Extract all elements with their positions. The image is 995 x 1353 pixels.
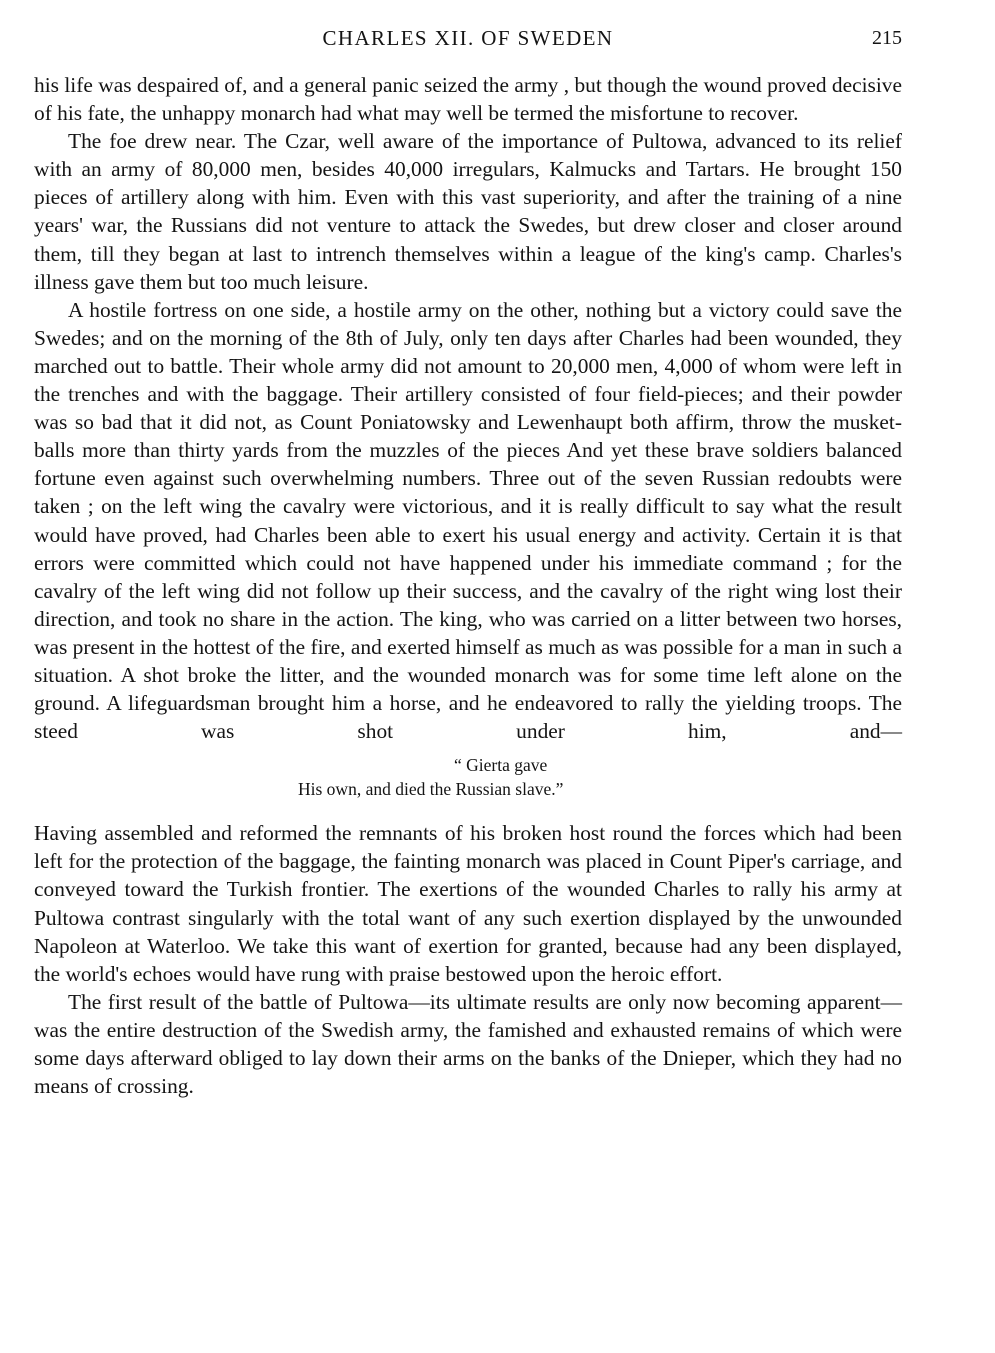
verse-line-1: “ Gierta gave [454, 755, 548, 776]
paragraph-battle: A hostile fortress on one side, a hostile army on the other, nothing but a victory could save the Swedes; and on the morning of the 8th of July, only ten days after Charles had been wounded, they marched out to battle. Their whole army did not amount to 20,000 men, 4,000 of whom were left in the trenches and with the baggage. Their artillery consisted of four field-pieces; and their powder was so bad that it did not, as Count Poniatowsky and Lewenhaupt both affirm, throw the musket-balls more than thirty yards from the muzzles of the pieces And yet these brave soldiers balanced fortune even against such overwhelming numbers. Three out of the seven Russian redoubts were taken ; on the left wing the cavalry were victorious, and it is really difficult to say what the result would have proved, had Charles been able to exert his usual energy and activity. Certain it is that errors were committed which could not have happened under his immediate command ; for the cavalry of the left wing did not follow up their success, and the cavalry of the right wing lost their direction, and took no share in the action. The king, who was carried on a litter between two horses, was present in the hottest of the fire, and exerted himself as much as was possible for a man in such a situation. A shot broke the litter, and the wounded monarch was for some time left alone on the ground. A lifeguardsman brought him a horse, and he endeavored to rally the yielding troops. The steed was shot under him, and— [34, 297, 902, 744]
paragraph-czar-approach: The foe drew near. The Czar, well aware of the importance of Pultowa, advanced to its relief with an army of 80,000 men, besides 40,000 irregulars, Kalmucks and Tartars. He brought 150 pieces of artillery along with him. Even with this vast superiority, and after the training of a nine years' war, the Russians did not venture to attack the Swedes, but drew closer and closer around them, till they began at last to intrench themselves within a league of the king's camp. Charles's illness gave them but too much leisure. [34, 129, 902, 294]
paragraph-result: The first result of the battle of Pultowa—its ultimate results are only now becoming apparent—was the entire destruction of the Swedish army, the famished and exhausted remains of which were some days afterward obliged to lay down their arms on the banks of the Dnieper, which they had no means of crossing. [34, 989, 902, 1099]
running-head [34, 22, 902, 54]
body-text [34, 71, 902, 1100]
paragraph-continuation: his life was despaired of, and a general panic seized the army , but though the wound proved decisive of his fate, the unhappy monarch had what may well be termed the misfortune to recover. [34, 73, 902, 126]
running-title: CHARLES XII. OF SWEDEN [322, 26, 614, 50]
verse-line-2: His own, and died the Russian slave.” [298, 779, 564, 800]
page-number: 215 [872, 27, 902, 49]
verse-quote [34, 745, 902, 819]
paragraph-retreat: Having assembled and reformed the remnants of his broken host round the forces which had been left for the protection of the baggage, the fainting monarch was placed in Count Piper's carriage, and conveyed toward the Turkish frontier. The exertions of the wounded Charles to rally his army at Pultowa contrast singularly with the total want of any such exertion displayed by the unwounded Napoleon at Waterloo. We take this want of exertion for granted, because had any been displayed, the world's echoes would have rung with praise bestowed upon the heroic effort. [34, 821, 902, 986]
